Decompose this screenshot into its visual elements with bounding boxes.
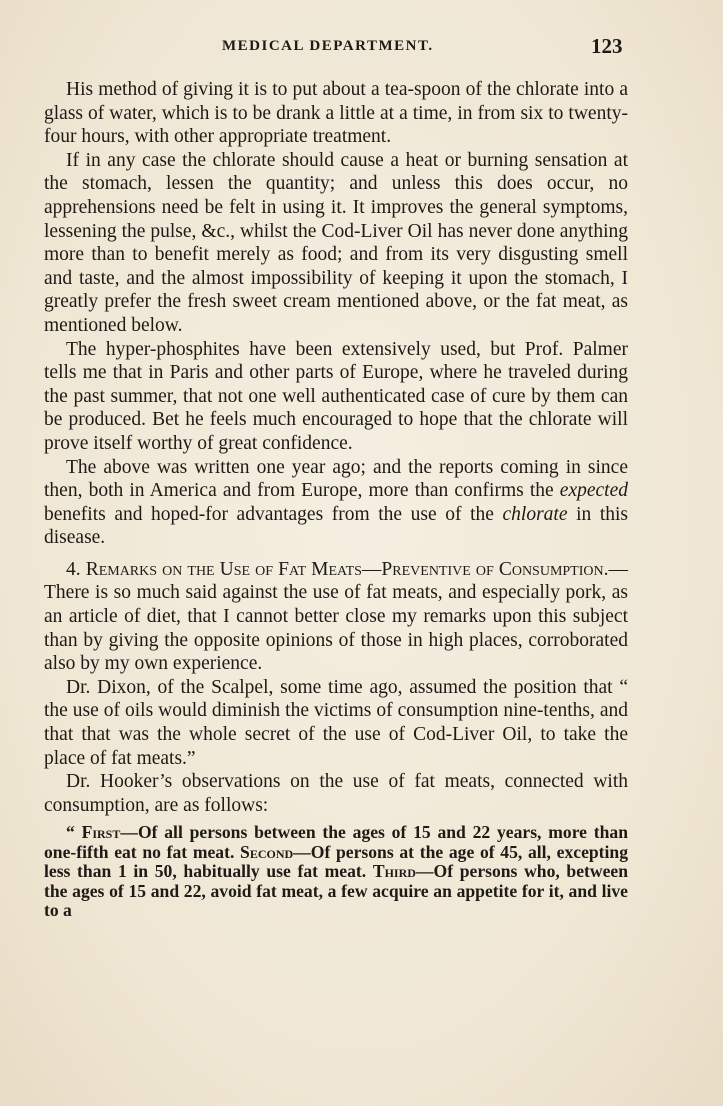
paragraph-reports <box>44 456 628 550</box>
running-title: MEDICAL DEPARTMENT. <box>222 38 434 54</box>
section-gap <box>44 550 628 558</box>
reports-expected: expected <box>559 480 628 502</box>
paragraph-chlorate-method: His method of giving it is to put about a tea-spoon of the chlorate into a glass of water, which is to be drank a little at a time, in from six to twenty-four hours, with other appropriate treatment. <box>44 79 628 148</box>
paragraph-hooker: Dr. Hooker’s observations on the use of fat meats, connected with consumption, are as follows: <box>44 771 628 816</box>
section-heading: 4. Remarks on the Use of Fat Meats—Preventive of Consumption. <box>66 558 609 580</box>
reports-chlorate: chlorate <box>502 503 568 525</box>
quote-second-text: —Of persons at the age of 45, all, excepting less than 1 in 50, habitually use fat meat. <box>44 841 628 882</box>
quote-third-text: —Of persons who, between the ages of 15 and 22, avoid fat meat, a few acquire an appetite for it, and live to a <box>44 861 628 921</box>
reports-text-c: in this disease. <box>44 503 629 549</box>
page-header <box>0 34 723 64</box>
paragraph-dixon: Dr. Dixon, of the Scalpel, some time ago, assumed the position that “ the use of oils would diminish the victims of consumption nine-tenths, and that that was the whole secret of the use of Cod-Liver Oil, to take the place of fat meats.” <box>44 676 628 769</box>
quote-first-text: —Of all persons between the ages of 15 and 22 years, more than one-fifth eat no fat meat. <box>44 822 628 862</box>
quote-first-label: First <box>81 822 121 843</box>
page-body <box>44 78 628 921</box>
hooker-quote <box>44 823 628 921</box>
reports-text-b: benefits and hoped-for advantages from the use of the <box>44 503 503 525</box>
reports-text-a: The above was written one year ago; and the reports coming in since then, both in America and from Europe, more than confirms the <box>44 456 628 502</box>
quote-open: “ <box>66 822 82 843</box>
paragraph-hyper-phosphites: The hyper-phosphites have been extensively used, but Prof. Palmer tells me that in Paris and other parts of Europe, where he traveled during the past summer, that not one well authenticated case of cure by them can be produced. Bet he feels much encouraged to hope that the chlorate will prove itself worthy of great confidence. <box>44 338 628 454</box>
paragraph-chlorate-caution: If in any case the chlorate should cause a heat or burning sensation at the stomach, lessen the quantity; and unless this does occur, no apprehensions need be felt in using it. It improves the general symptoms, lessening the pulse, &c., whilst the Cod-Liver Oil has never done anything more than to benefit merely as food; and from its very disgusting smell and taste, and the almost impossibility of keeping it upon the stomach, I greatly prefer the fresh sweet cream mentioned above, or the fat meat, as mentioned below. <box>44 149 628 336</box>
quote-third-label: Third <box>372 861 416 882</box>
paragraph-fat-meats <box>44 558 628 676</box>
quote-second-label: Second <box>240 841 294 862</box>
fat-meats-text: —There is so much said against the use of fat meats, and especially pork, as an article of diet, that I cannot better close my remarks upon this subject than by giving the opposite opinions of those in high places, corroborated also by my own experience. <box>44 558 628 675</box>
page-number: 123 <box>591 34 623 58</box>
